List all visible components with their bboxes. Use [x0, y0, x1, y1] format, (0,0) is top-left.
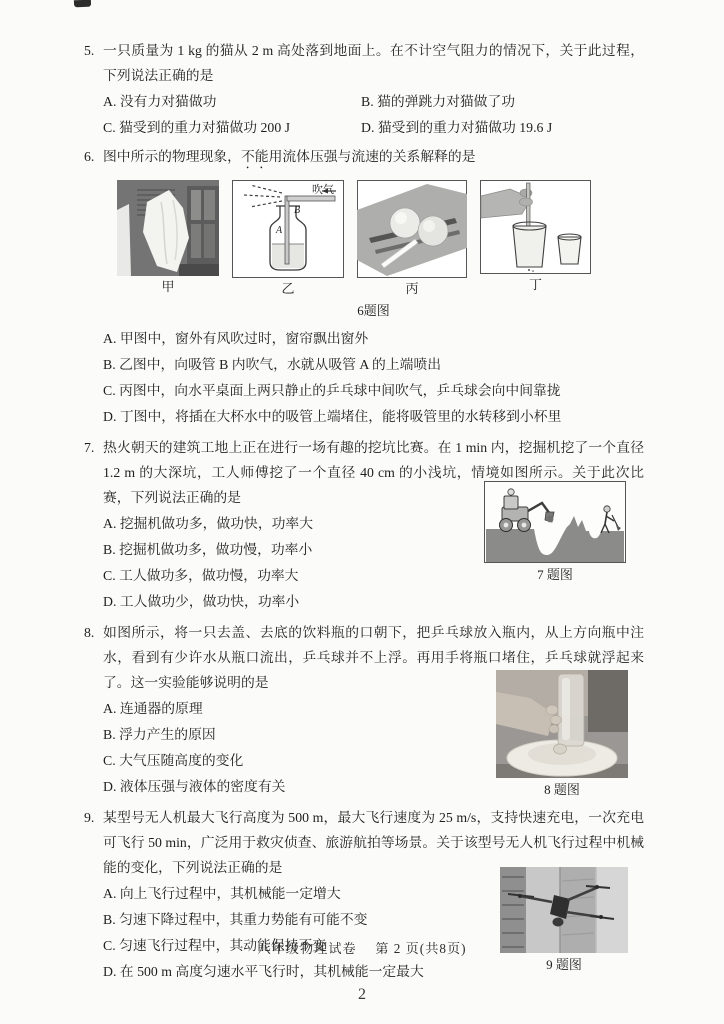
question-5	[84, 38, 644, 140]
option-d: D. 工人做功少，做功快，功率小	[103, 594, 300, 609]
question-7-options	[103, 511, 495, 614]
question-8-figure	[496, 670, 628, 799]
excavator-digging-illustration	[484, 481, 626, 563]
blow-air-label: 吹气	[312, 184, 334, 196]
figure-ding	[480, 180, 591, 298]
question-6-figure-caption: 6题图	[357, 303, 390, 318]
question-5-stem: 一只质量为 1 kg 的猫从 2 m 高处落到地面上。在不计空气阻力的情况下，关于此过程，下列说法正确的是	[103, 43, 644, 83]
page-content	[84, 38, 644, 984]
option-b: B. 猫的弹跳力对猫做了功	[361, 94, 516, 109]
figure-jia	[117, 180, 219, 298]
question-6	[84, 144, 644, 429]
question-7-number: 7.	[84, 440, 95, 455]
option-d: D. 丁图中，将插在大杯水中的吸管上端堵住，能将吸管里的水转移到小杯里	[103, 409, 562, 424]
question-8-stem: 如图所示，将一只去盖、去底的饮料瓶的口朝下，把乒乓球放入瓶内，从上方向瓶中注水，看到有少许水从瓶口流出，乒乓球并不上浮。再用手将瓶口堵住，乒乓球就浮起来了。这一实验能够说明的是	[103, 625, 644, 690]
stem-suffix: 用流体压强与流速的关系解释的是	[268, 149, 476, 164]
question-9-figure-caption: 9 题图	[546, 957, 582, 972]
option-a: A. 没有力对猫做功	[103, 94, 217, 109]
question-8-options	[103, 696, 495, 799]
question-9-options	[103, 881, 495, 984]
question-8-figure-caption: 8 题图	[544, 782, 580, 797]
option-b: B. 乙图中，向吸管 B 内吹气，水就从吸管 A 的上端喷出	[103, 357, 442, 372]
option-a: A. 挖掘机做功多，做功快，功率大	[103, 516, 314, 531]
page-number: 2	[358, 986, 366, 1003]
option-b: B. 匀速下降过程中，其重力势能有可能不变	[103, 912, 368, 927]
question-6-stem	[103, 144, 644, 172]
question-6-number: 6.	[84, 149, 95, 164]
figure-jia-label: 甲	[161, 279, 175, 294]
option-d: D. 猫受到的重力对猫做功 19.6 J	[361, 120, 553, 135]
option-a: A. 向上飞行过程中，其机械能一定增大	[103, 886, 341, 901]
option-c: C. 大气压随高度的变化	[103, 753, 244, 768]
stem-emphasis: 不能	[240, 149, 269, 164]
option-c: C. 工人做功多，做功慢，功率大	[103, 568, 299, 583]
question-7-figure	[484, 481, 626, 584]
option-b: B. 挖掘机做功多，做功慢，功率小	[103, 542, 313, 557]
question-7-figure-caption: 7 题图	[537, 567, 573, 582]
figure-bing	[357, 180, 467, 298]
option-b: B. 浮力产生的原因	[103, 727, 216, 742]
option-a: A. 连通器的原理	[103, 701, 203, 716]
tube-a-label: A	[276, 225, 283, 236]
option-c: C. 丙图中，向水平桌面上两只静止的乒乓球中间吹气，乒乓球会向中间靠拢	[103, 383, 561, 398]
figure-ding-label: 丁	[528, 277, 542, 292]
figure-bing-label: 丙	[405, 281, 419, 296]
question-9-number: 9.	[84, 810, 95, 825]
figure-yi	[232, 180, 344, 298]
figure-yi-label: 乙	[281, 281, 295, 296]
option-d: D. 在 500 m 高度匀速水平飞行时，其机械能一定最大	[103, 964, 424, 979]
curtain-window-illustration	[117, 180, 219, 276]
question-7-stem: 热火朝天的建筑工地上正在进行一场有趣的挖坑比赛。在 1 min 内，挖掘机挖了一个直径 1.2 m 的大深坑，工人师傅挖了一个直径 40 cm 的小浅坑，情境如图所示。关于此次比赛，下列说法正确的是	[103, 440, 644, 505]
option-c: C. 匀速飞行过程中，其动能保持不变	[103, 938, 327, 953]
question-8-number: 8.	[84, 625, 95, 640]
question-5-number: 5.	[84, 43, 95, 58]
question-5-options	[103, 88, 644, 140]
two-balls-blow-illustration	[357, 180, 467, 278]
straw-cups-illustration	[480, 180, 591, 274]
scan-artifact	[74, 0, 91, 7]
question-9-stem: 某型号无人机最大飞行高度为 500 m，最大飞行速度为 25 m/s，支持快速充电，一次充电可飞行 50 min，广泛用于救灾侦查、旅游航拍等场景。关于该型号无人机飞行过程中机械能的变化，下列说法正确的是	[103, 810, 644, 875]
question-6-options	[103, 326, 644, 429]
option-c: C. 猫受到的重力对猫做功 200 J	[103, 120, 291, 135]
bottle-ball-plate-photo	[496, 670, 628, 778]
page-footer: 八年级物理试卷 第 2 页(共8页)	[257, 941, 467, 956]
tube-b-label: B	[294, 205, 301, 216]
option-a: A. 甲图中，窗外有风吹过时，窗帘飘出窗外	[103, 331, 369, 346]
question-7	[84, 435, 644, 614]
option-d: D. 液体压强与液体的密度有关	[103, 779, 286, 794]
atomizer-bottle-illustration	[232, 180, 344, 278]
question-8	[84, 620, 644, 799]
stem-prefix: 图中所示的物理现象，	[103, 149, 241, 164]
question-6-figure-strip	[117, 180, 644, 298]
